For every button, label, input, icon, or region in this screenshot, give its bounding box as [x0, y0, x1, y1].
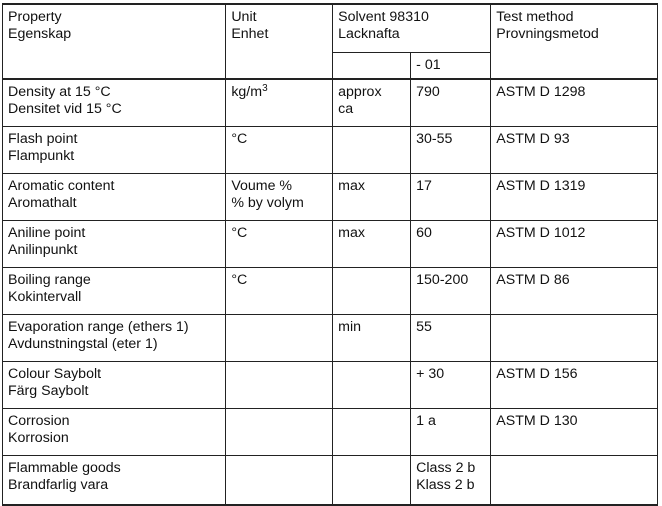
cell-value-line: 790	[416, 84, 440, 100]
cell-unit-line: °C	[231, 131, 248, 147]
table-row	[3, 315, 658, 362]
cell-unit	[226, 127, 333, 174]
cell-property-line: Flammable goods	[8, 460, 121, 476]
cell-property-line: Avdunstningstal (eter 1)	[8, 336, 158, 352]
header-grade-blank	[333, 53, 411, 80]
table-row	[3, 456, 658, 506]
cell-value-line: Class 2 b	[416, 460, 476, 476]
cell-unit-line: % by volym	[231, 195, 304, 211]
cell-value	[411, 362, 491, 409]
cell-property	[3, 221, 226, 268]
cell-property	[3, 456, 226, 506]
cell-test-method: ASTM D 86	[491, 268, 658, 315]
cell-property-line: Boiling range	[8, 272, 91, 288]
cell-property	[3, 362, 226, 409]
table-row	[3, 268, 658, 315]
cell-property	[3, 315, 226, 362]
cell-unit	[226, 315, 333, 362]
cell-property-line: Density at 15 °C	[8, 84, 111, 100]
header-test-method	[491, 4, 658, 79]
table-body	[3, 79, 658, 505]
cell-property	[3, 268, 226, 315]
cell-property	[3, 79, 226, 127]
cell-unit-line: kg/m	[231, 84, 263, 100]
cell-qualifier-line: ca	[338, 101, 354, 117]
cell-value-line: 60	[416, 225, 432, 241]
cell-property-line: Aromatic content	[8, 178, 115, 194]
cell-property-line: Densitet vid 15 °C	[8, 101, 122, 117]
cell-property-line: Kokintervall	[8, 289, 82, 305]
cell-unit	[226, 456, 333, 506]
cell-value-line: 1 a	[416, 413, 436, 429]
cell-test-method	[491, 456, 658, 506]
cell-unit	[226, 174, 333, 221]
cell-property-line: Corrosion	[8, 413, 70, 429]
cell-qualifier	[333, 409, 411, 456]
cell-qualifier	[333, 79, 411, 127]
cell-qualifier-line: max	[338, 225, 365, 241]
header-grade: - 01	[411, 53, 491, 80]
cell-unit-line: Voume %	[231, 178, 293, 194]
cell-unit-line: °C	[231, 272, 248, 288]
cell-value-line: 30-55	[416, 131, 453, 147]
cell-property-line: Färg Saybolt	[8, 383, 89, 399]
cell-property-line: Brandfarlig vara	[8, 477, 109, 493]
cell-qualifier	[333, 174, 411, 221]
cell-property-line: Flampunkt	[8, 148, 75, 164]
cell-qualifier	[333, 315, 411, 362]
header-property-sv: Egenskap	[8, 26, 72, 42]
cell-property	[3, 127, 226, 174]
cell-value-line: Klass 2 b	[416, 477, 475, 493]
cell-value	[411, 268, 491, 315]
cell-unit	[226, 409, 333, 456]
cell-property-line: Evaporation range (ethers 1)	[8, 319, 189, 335]
cell-property	[3, 409, 226, 456]
cell-unit	[226, 268, 333, 315]
cell-test-method: ASTM D 93	[491, 127, 658, 174]
header-unit	[226, 4, 333, 79]
cell-unit	[226, 362, 333, 409]
table-row	[3, 409, 658, 456]
table-row	[3, 221, 658, 268]
header-property-en: Property	[8, 9, 62, 25]
table-row	[3, 127, 658, 174]
cell-property-line: Aniline point	[8, 225, 86, 241]
cell-property-line: Korrosion	[8, 430, 69, 446]
cell-value	[411, 409, 491, 456]
cell-value-line: 55	[416, 319, 432, 335]
cell-value	[411, 221, 491, 268]
cell-property-line: Aromathalt	[8, 195, 77, 211]
cell-unit	[226, 79, 333, 127]
header-test-method-en: Test method	[496, 9, 574, 25]
cell-value-line: 150-200	[416, 272, 469, 288]
cell-qualifier-line: approx	[338, 84, 382, 100]
cell-unit-line-wrap	[231, 84, 327, 101]
cell-qualifier	[333, 221, 411, 268]
cell-qualifier	[333, 268, 411, 315]
cell-value	[411, 174, 491, 221]
cell-test-method: ASTM D 156	[491, 362, 658, 409]
cell-value-line: + 30	[416, 366, 445, 382]
cell-test-method	[491, 315, 658, 362]
cell-qualifier	[333, 127, 411, 174]
cell-unit	[226, 221, 333, 268]
cell-qualifier	[333, 456, 411, 506]
cell-value	[411, 315, 491, 362]
table-row	[3, 174, 658, 221]
cell-value	[411, 79, 491, 127]
unit-superscript: 3	[262, 83, 268, 94]
header-unit-sv: Enhet	[231, 26, 269, 42]
cell-property-line: Flash point	[8, 131, 78, 147]
cell-property-line: Anilinpunkt	[8, 242, 78, 258]
cell-property-line: Colour Saybolt	[8, 366, 102, 382]
properties-table	[2, 3, 658, 506]
header-test-method-sv: Provningsmetod	[496, 26, 599, 42]
cell-qualifier-line: max	[338, 178, 365, 194]
cell-qualifier	[333, 362, 411, 409]
cell-unit-line: °C	[231, 225, 248, 241]
cell-value	[411, 127, 491, 174]
header-solvent-sv: Lacknafta	[338, 26, 400, 42]
cell-test-method: ASTM D 1012	[491, 221, 658, 268]
table-row	[3, 362, 658, 409]
cell-value	[411, 456, 491, 506]
cell-qualifier-line: min	[338, 319, 362, 335]
cell-value-line: 17	[416, 178, 432, 194]
header-unit-en: Unit	[231, 9, 257, 25]
cell-test-method: ASTM D 130	[491, 409, 658, 456]
header-solvent-name: Solvent 98310	[338, 9, 429, 25]
cell-test-method: ASTM D 1319	[491, 174, 658, 221]
cell-test-method: ASTM D 1298	[491, 79, 658, 127]
cell-property	[3, 174, 226, 221]
header-solvent	[333, 4, 491, 53]
header-property	[3, 4, 226, 79]
table-row	[3, 79, 658, 127]
header-row	[3, 4, 658, 53]
